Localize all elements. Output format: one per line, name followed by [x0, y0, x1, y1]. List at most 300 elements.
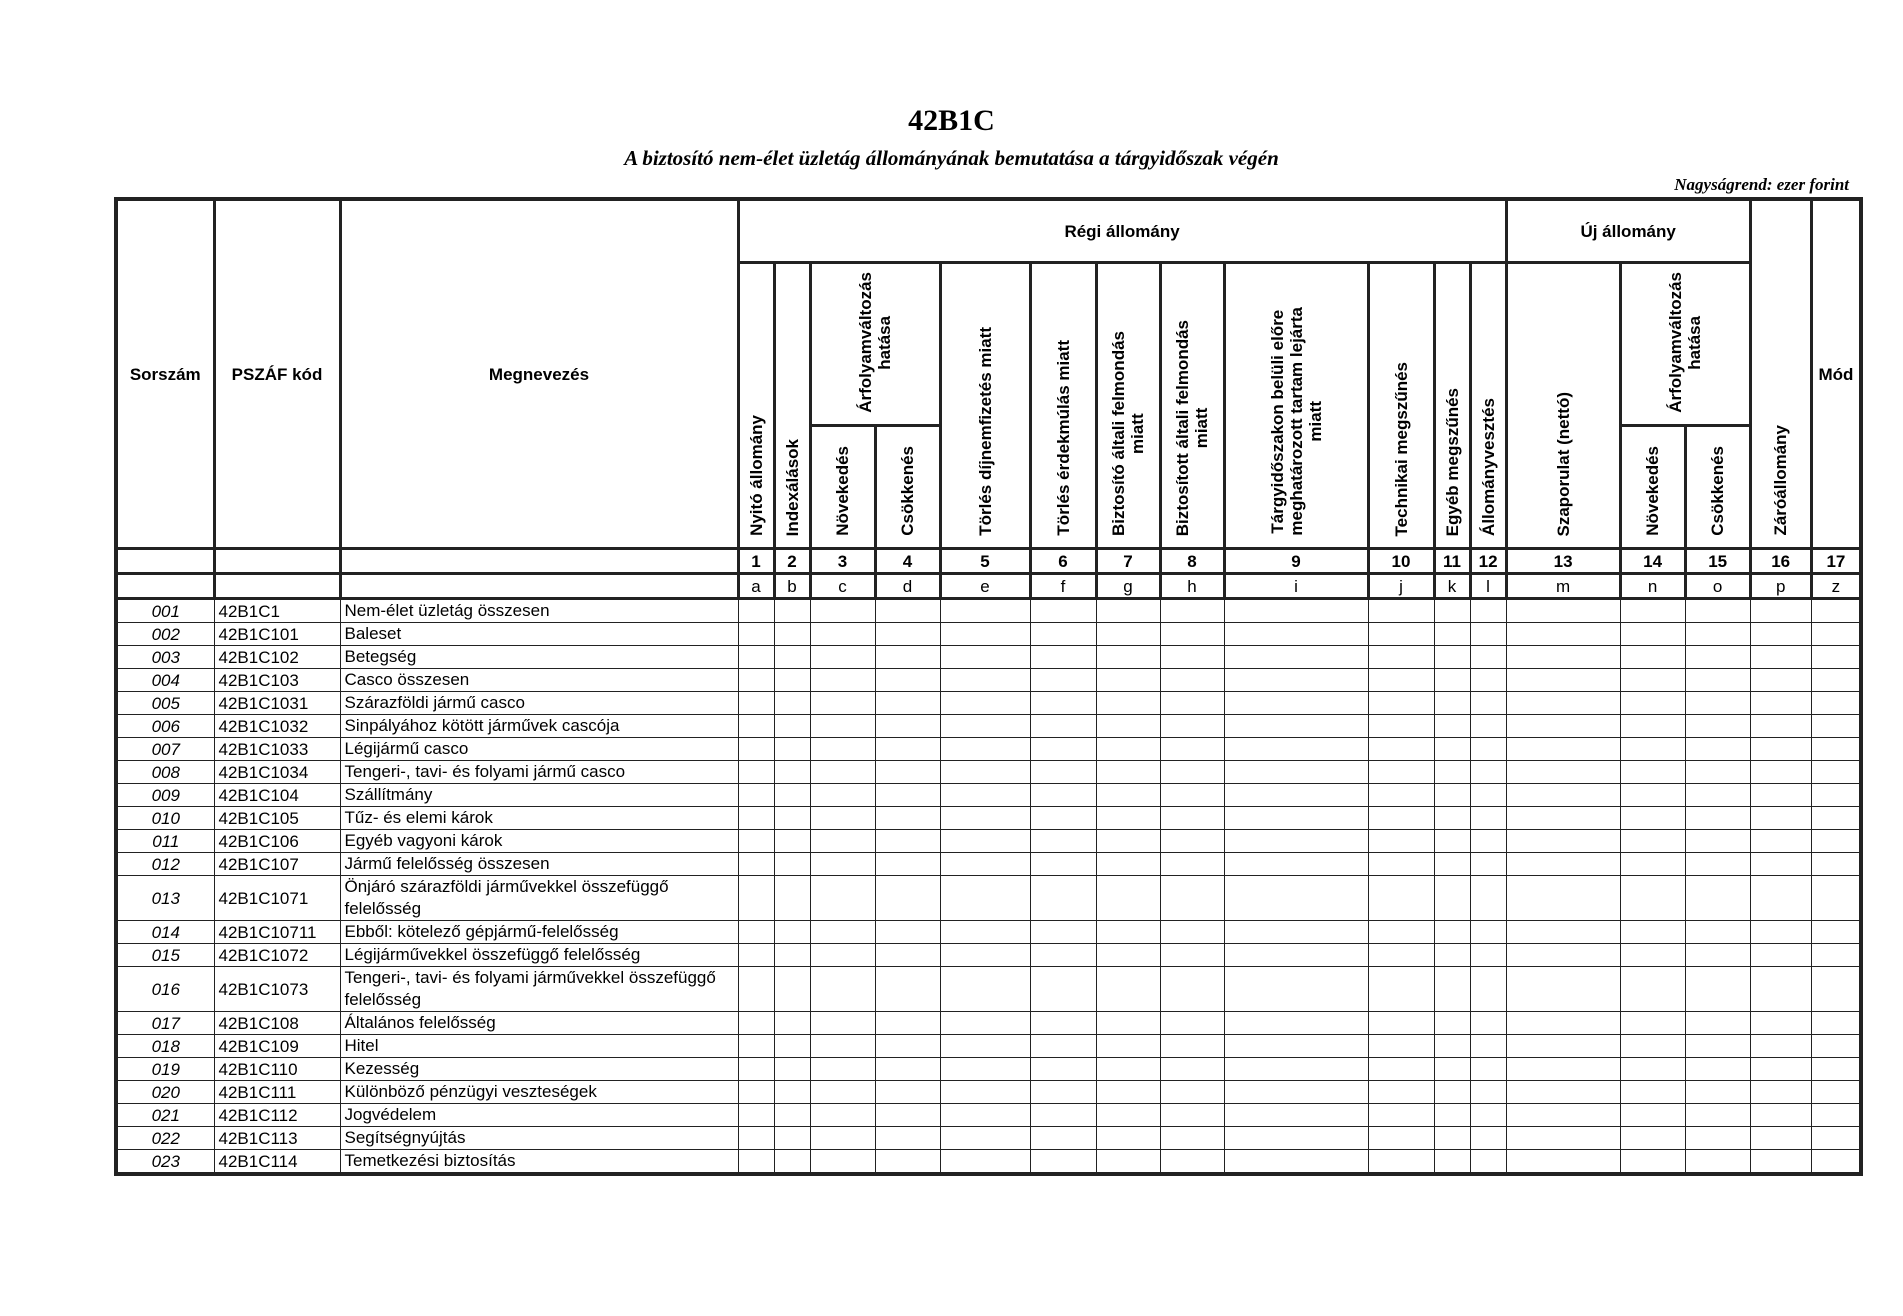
value-cell[interactable] [774, 944, 810, 967]
value-cell[interactable] [1750, 784, 1811, 807]
value-cell[interactable] [1685, 599, 1750, 623]
value-cell[interactable] [1434, 853, 1470, 876]
value-cell[interactable] [1470, 1081, 1506, 1104]
value-cell[interactable] [1224, 967, 1368, 1012]
value-cell[interactable] [1620, 876, 1685, 921]
value-cell[interactable] [1434, 738, 1470, 761]
value-cell[interactable] [1160, 738, 1224, 761]
value-cell[interactable] [875, 967, 940, 1012]
value-cell[interactable] [1096, 853, 1160, 876]
value-cell[interactable] [940, 1035, 1030, 1058]
value-cell[interactable] [1160, 623, 1224, 646]
value-cell[interactable] [1434, 921, 1470, 944]
value-cell[interactable] [1160, 646, 1224, 669]
value-cell[interactable] [1811, 944, 1861, 967]
value-cell[interactable] [1811, 692, 1861, 715]
value-cell[interactable] [1160, 1081, 1224, 1104]
value-cell[interactable] [1470, 646, 1506, 669]
value-cell[interactable] [1685, 1150, 1750, 1175]
value-cell[interactable] [1160, 692, 1224, 715]
value-cell[interactable] [810, 738, 875, 761]
value-cell[interactable] [875, 830, 940, 853]
value-cell[interactable] [1750, 1012, 1811, 1035]
value-cell[interactable] [1096, 715, 1160, 738]
value-cell[interactable] [1368, 967, 1434, 1012]
value-cell[interactable] [1811, 1012, 1861, 1035]
value-cell[interactable] [1434, 669, 1470, 692]
value-cell[interactable] [810, 1012, 875, 1035]
value-cell[interactable] [1160, 1104, 1224, 1127]
value-cell[interactable] [1620, 761, 1685, 784]
value-cell[interactable] [774, 876, 810, 921]
value-cell[interactable] [738, 876, 774, 921]
value-cell[interactable] [774, 1081, 810, 1104]
value-cell[interactable] [1160, 1150, 1224, 1175]
value-cell[interactable] [1368, 1127, 1434, 1150]
value-cell[interactable] [940, 784, 1030, 807]
value-cell[interactable] [1811, 1127, 1861, 1150]
value-cell[interactable] [774, 669, 810, 692]
value-cell[interactable] [1470, 944, 1506, 967]
value-cell[interactable] [1030, 853, 1096, 876]
value-cell[interactable] [1096, 1012, 1160, 1035]
value-cell[interactable] [738, 1035, 774, 1058]
value-cell[interactable] [1750, 1150, 1811, 1175]
value-cell[interactable] [1811, 1081, 1861, 1104]
value-cell[interactable] [1224, 1012, 1368, 1035]
value-cell[interactable] [1368, 944, 1434, 967]
value-cell[interactable] [1750, 944, 1811, 967]
value-cell[interactable] [1096, 761, 1160, 784]
value-cell[interactable] [1811, 876, 1861, 921]
value-cell[interactable] [1470, 715, 1506, 738]
value-cell[interactable] [1224, 692, 1368, 715]
value-cell[interactable] [1620, 830, 1685, 853]
value-cell[interactable] [1030, 967, 1096, 1012]
value-cell[interactable] [1506, 967, 1620, 1012]
value-cell[interactable] [1368, 646, 1434, 669]
value-cell[interactable] [1030, 623, 1096, 646]
value-cell[interactable] [810, 1035, 875, 1058]
value-cell[interactable] [940, 1104, 1030, 1127]
value-cell[interactable] [810, 1058, 875, 1081]
value-cell[interactable] [1096, 669, 1160, 692]
value-cell[interactable] [810, 876, 875, 921]
value-cell[interactable] [1224, 761, 1368, 784]
value-cell[interactable] [738, 692, 774, 715]
value-cell[interactable] [738, 967, 774, 1012]
value-cell[interactable] [1811, 1150, 1861, 1175]
value-cell[interactable] [1750, 692, 1811, 715]
value-cell[interactable] [875, 807, 940, 830]
value-cell[interactable] [1685, 692, 1750, 715]
value-cell[interactable] [1434, 623, 1470, 646]
value-cell[interactable] [940, 715, 1030, 738]
value-cell[interactable] [1685, 876, 1750, 921]
value-cell[interactable] [1030, 1035, 1096, 1058]
value-cell[interactable] [1620, 646, 1685, 669]
value-cell[interactable] [774, 807, 810, 830]
value-cell[interactable] [1620, 1058, 1685, 1081]
value-cell[interactable] [810, 853, 875, 876]
value-cell[interactable] [940, 876, 1030, 921]
value-cell[interactable] [1506, 738, 1620, 761]
value-cell[interactable] [875, 623, 940, 646]
value-cell[interactable] [1160, 1058, 1224, 1081]
value-cell[interactable] [1368, 807, 1434, 830]
value-cell[interactable] [1160, 784, 1224, 807]
value-cell[interactable] [738, 623, 774, 646]
value-cell[interactable] [1160, 807, 1224, 830]
value-cell[interactable] [1434, 646, 1470, 669]
value-cell[interactable] [1506, 669, 1620, 692]
value-cell[interactable] [940, 967, 1030, 1012]
value-cell[interactable] [1620, 1150, 1685, 1175]
value-cell[interactable] [1434, 761, 1470, 784]
value-cell[interactable] [1750, 646, 1811, 669]
value-cell[interactable] [1506, 807, 1620, 830]
value-cell[interactable] [940, 669, 1030, 692]
value-cell[interactable] [1368, 692, 1434, 715]
value-cell[interactable] [1096, 807, 1160, 830]
value-cell[interactable] [940, 1150, 1030, 1175]
value-cell[interactable] [774, 1035, 810, 1058]
value-cell[interactable] [1224, 599, 1368, 623]
value-cell[interactable] [940, 761, 1030, 784]
value-cell[interactable] [1506, 1058, 1620, 1081]
value-cell[interactable] [1224, 623, 1368, 646]
value-cell[interactable] [1685, 967, 1750, 1012]
value-cell[interactable] [1096, 1058, 1160, 1081]
value-cell[interactable] [1506, 1012, 1620, 1035]
value-cell[interactable] [1470, 669, 1506, 692]
value-cell[interactable] [1620, 784, 1685, 807]
value-cell[interactable] [940, 692, 1030, 715]
value-cell[interactable] [875, 1104, 940, 1127]
value-cell[interactable] [1368, 623, 1434, 646]
value-cell[interactable] [774, 692, 810, 715]
value-cell[interactable] [1160, 921, 1224, 944]
value-cell[interactable] [1506, 1035, 1620, 1058]
value-cell[interactable] [810, 784, 875, 807]
value-cell[interactable] [875, 784, 940, 807]
value-cell[interactable] [1096, 1035, 1160, 1058]
value-cell[interactable] [1096, 623, 1160, 646]
value-cell[interactable] [1030, 1012, 1096, 1035]
value-cell[interactable] [810, 921, 875, 944]
value-cell[interactable] [1750, 715, 1811, 738]
value-cell[interactable] [875, 738, 940, 761]
value-cell[interactable] [1224, 830, 1368, 853]
value-cell[interactable] [1506, 715, 1620, 738]
value-cell[interactable] [810, 807, 875, 830]
value-cell[interactable] [940, 1081, 1030, 1104]
value-cell[interactable] [875, 692, 940, 715]
value-cell[interactable] [1811, 1058, 1861, 1081]
value-cell[interactable] [1620, 921, 1685, 944]
value-cell[interactable] [738, 1150, 774, 1175]
value-cell[interactable] [1434, 715, 1470, 738]
value-cell[interactable] [1096, 1150, 1160, 1175]
value-cell[interactable] [1096, 921, 1160, 944]
value-cell[interactable] [1620, 944, 1685, 967]
value-cell[interactable] [1160, 944, 1224, 967]
value-cell[interactable] [875, 876, 940, 921]
value-cell[interactable] [1368, 1058, 1434, 1081]
value-cell[interactable] [1434, 784, 1470, 807]
value-cell[interactable] [774, 784, 810, 807]
value-cell[interactable] [1470, 876, 1506, 921]
value-cell[interactable] [810, 599, 875, 623]
value-cell[interactable] [774, 1012, 810, 1035]
value-cell[interactable] [738, 669, 774, 692]
value-cell[interactable] [1160, 1127, 1224, 1150]
value-cell[interactable] [1750, 830, 1811, 853]
value-cell[interactable] [1030, 1104, 1096, 1127]
value-cell[interactable] [1811, 853, 1861, 876]
value-cell[interactable] [875, 761, 940, 784]
value-cell[interactable] [1030, 1081, 1096, 1104]
value-cell[interactable] [1368, 669, 1434, 692]
value-cell[interactable] [1224, 1104, 1368, 1127]
value-cell[interactable] [738, 1058, 774, 1081]
value-cell[interactable] [1506, 830, 1620, 853]
value-cell[interactable] [774, 646, 810, 669]
value-cell[interactable] [1811, 715, 1861, 738]
value-cell[interactable] [1096, 784, 1160, 807]
value-cell[interactable] [1030, 669, 1096, 692]
value-cell[interactable] [940, 1127, 1030, 1150]
value-cell[interactable] [1750, 807, 1811, 830]
value-cell[interactable] [1750, 876, 1811, 921]
value-cell[interactable] [738, 646, 774, 669]
value-cell[interactable] [1096, 599, 1160, 623]
value-cell[interactable] [1750, 623, 1811, 646]
value-cell[interactable] [1685, 761, 1750, 784]
value-cell[interactable] [1434, 1127, 1470, 1150]
value-cell[interactable] [940, 599, 1030, 623]
value-cell[interactable] [1620, 853, 1685, 876]
value-cell[interactable] [1030, 807, 1096, 830]
value-cell[interactable] [940, 1012, 1030, 1035]
value-cell[interactable] [1368, 761, 1434, 784]
value-cell[interactable] [1224, 738, 1368, 761]
value-cell[interactable] [1224, 1127, 1368, 1150]
value-cell[interactable] [1470, 1035, 1506, 1058]
value-cell[interactable] [774, 1127, 810, 1150]
value-cell[interactable] [1685, 1035, 1750, 1058]
value-cell[interactable] [1470, 1150, 1506, 1175]
value-cell[interactable] [1685, 1012, 1750, 1035]
value-cell[interactable] [1368, 1035, 1434, 1058]
value-cell[interactable] [1811, 761, 1861, 784]
value-cell[interactable] [1620, 715, 1685, 738]
value-cell[interactable] [1224, 1058, 1368, 1081]
value-cell[interactable] [1470, 830, 1506, 853]
value-cell[interactable] [1811, 1104, 1861, 1127]
value-cell[interactable] [774, 853, 810, 876]
value-cell[interactable] [1160, 1012, 1224, 1035]
value-cell[interactable] [940, 830, 1030, 853]
value-cell[interactable] [1685, 669, 1750, 692]
value-cell[interactable] [1685, 784, 1750, 807]
value-cell[interactable] [1506, 944, 1620, 967]
value-cell[interactable] [1470, 784, 1506, 807]
value-cell[interactable] [1470, 1012, 1506, 1035]
value-cell[interactable] [774, 1104, 810, 1127]
value-cell[interactable] [1620, 1035, 1685, 1058]
value-cell[interactable] [875, 669, 940, 692]
value-cell[interactable] [810, 669, 875, 692]
value-cell[interactable] [1685, 623, 1750, 646]
value-cell[interactable] [810, 830, 875, 853]
value-cell[interactable] [810, 1127, 875, 1150]
value-cell[interactable] [1685, 807, 1750, 830]
value-cell[interactable] [1096, 830, 1160, 853]
value-cell[interactable] [1620, 967, 1685, 1012]
value-cell[interactable] [774, 761, 810, 784]
value-cell[interactable] [1160, 761, 1224, 784]
value-cell[interactable] [1620, 738, 1685, 761]
value-cell[interactable] [738, 715, 774, 738]
value-cell[interactable] [1434, 830, 1470, 853]
value-cell[interactable] [1096, 1081, 1160, 1104]
value-cell[interactable] [1506, 1104, 1620, 1127]
value-cell[interactable] [1160, 967, 1224, 1012]
value-cell[interactable] [1030, 830, 1096, 853]
value-cell[interactable] [875, 1012, 940, 1035]
value-cell[interactable] [774, 830, 810, 853]
value-cell[interactable] [940, 623, 1030, 646]
value-cell[interactable] [774, 921, 810, 944]
value-cell[interactable] [1750, 738, 1811, 761]
value-cell[interactable] [1470, 1058, 1506, 1081]
value-cell[interactable] [1224, 669, 1368, 692]
value-cell[interactable] [1750, 967, 1811, 1012]
value-cell[interactable] [774, 599, 810, 623]
value-cell[interactable] [1685, 1081, 1750, 1104]
value-cell[interactable] [1434, 1081, 1470, 1104]
value-cell[interactable] [1030, 599, 1096, 623]
value-cell[interactable] [1368, 1081, 1434, 1104]
value-cell[interactable] [1030, 944, 1096, 967]
value-cell[interactable] [1368, 738, 1434, 761]
value-cell[interactable] [1750, 853, 1811, 876]
value-cell[interactable] [1685, 715, 1750, 738]
value-cell[interactable] [738, 853, 774, 876]
value-cell[interactable] [1030, 876, 1096, 921]
value-cell[interactable] [1811, 646, 1861, 669]
value-cell[interactable] [738, 784, 774, 807]
value-cell[interactable] [1030, 784, 1096, 807]
value-cell[interactable] [875, 599, 940, 623]
value-cell[interactable] [1096, 944, 1160, 967]
value-cell[interactable] [1160, 830, 1224, 853]
value-cell[interactable] [1224, 876, 1368, 921]
value-cell[interactable] [940, 944, 1030, 967]
value-cell[interactable] [875, 1058, 940, 1081]
value-cell[interactable] [875, 1035, 940, 1058]
value-cell[interactable] [1368, 830, 1434, 853]
value-cell[interactable] [1030, 761, 1096, 784]
value-cell[interactable] [1096, 876, 1160, 921]
value-cell[interactable] [1434, 1104, 1470, 1127]
value-cell[interactable] [1224, 1150, 1368, 1175]
value-cell[interactable] [810, 715, 875, 738]
value-cell[interactable] [1030, 1127, 1096, 1150]
value-cell[interactable] [940, 921, 1030, 944]
value-cell[interactable] [1368, 1104, 1434, 1127]
value-cell[interactable] [1096, 738, 1160, 761]
value-cell[interactable] [1685, 830, 1750, 853]
value-cell[interactable] [774, 738, 810, 761]
value-cell[interactable] [1030, 646, 1096, 669]
value-cell[interactable] [1685, 738, 1750, 761]
value-cell[interactable] [1224, 715, 1368, 738]
value-cell[interactable] [940, 807, 1030, 830]
value-cell[interactable] [1368, 1150, 1434, 1175]
value-cell[interactable] [1750, 921, 1811, 944]
value-cell[interactable] [1368, 921, 1434, 944]
value-cell[interactable] [1368, 1012, 1434, 1035]
value-cell[interactable] [1470, 599, 1506, 623]
value-cell[interactable] [1811, 669, 1861, 692]
value-cell[interactable] [810, 944, 875, 967]
value-cell[interactable] [1368, 876, 1434, 921]
value-cell[interactable] [1470, 853, 1506, 876]
value-cell[interactable] [738, 944, 774, 967]
value-cell[interactable] [1685, 1127, 1750, 1150]
value-cell[interactable] [1620, 692, 1685, 715]
value-cell[interactable] [738, 1081, 774, 1104]
value-cell[interactable] [1368, 853, 1434, 876]
value-cell[interactable] [1224, 944, 1368, 967]
value-cell[interactable] [738, 1104, 774, 1127]
value-cell[interactable] [810, 623, 875, 646]
value-cell[interactable] [1470, 692, 1506, 715]
value-cell[interactable] [1506, 761, 1620, 784]
value-cell[interactable] [1030, 921, 1096, 944]
value-cell[interactable] [738, 921, 774, 944]
value-cell[interactable] [1811, 830, 1861, 853]
value-cell[interactable] [1506, 623, 1620, 646]
value-cell[interactable] [810, 1150, 875, 1175]
value-cell[interactable] [1434, 1058, 1470, 1081]
value-cell[interactable] [1506, 876, 1620, 921]
value-cell[interactable] [738, 738, 774, 761]
value-cell[interactable] [1685, 944, 1750, 967]
value-cell[interactable] [1750, 1104, 1811, 1127]
value-cell[interactable] [1506, 646, 1620, 669]
value-cell[interactable] [1160, 876, 1224, 921]
value-cell[interactable] [1750, 1081, 1811, 1104]
value-cell[interactable] [1506, 784, 1620, 807]
value-cell[interactable] [1620, 1012, 1685, 1035]
value-cell[interactable] [1224, 784, 1368, 807]
value-cell[interactable] [1750, 1035, 1811, 1058]
value-cell[interactable] [810, 646, 875, 669]
value-cell[interactable] [1506, 921, 1620, 944]
value-cell[interactable] [1434, 807, 1470, 830]
value-cell[interactable] [940, 646, 1030, 669]
value-cell[interactable] [1470, 807, 1506, 830]
value-cell[interactable] [1096, 692, 1160, 715]
value-cell[interactable] [810, 1081, 875, 1104]
value-cell[interactable] [940, 1058, 1030, 1081]
value-cell[interactable] [774, 1058, 810, 1081]
value-cell[interactable] [1506, 853, 1620, 876]
value-cell[interactable] [1811, 599, 1861, 623]
